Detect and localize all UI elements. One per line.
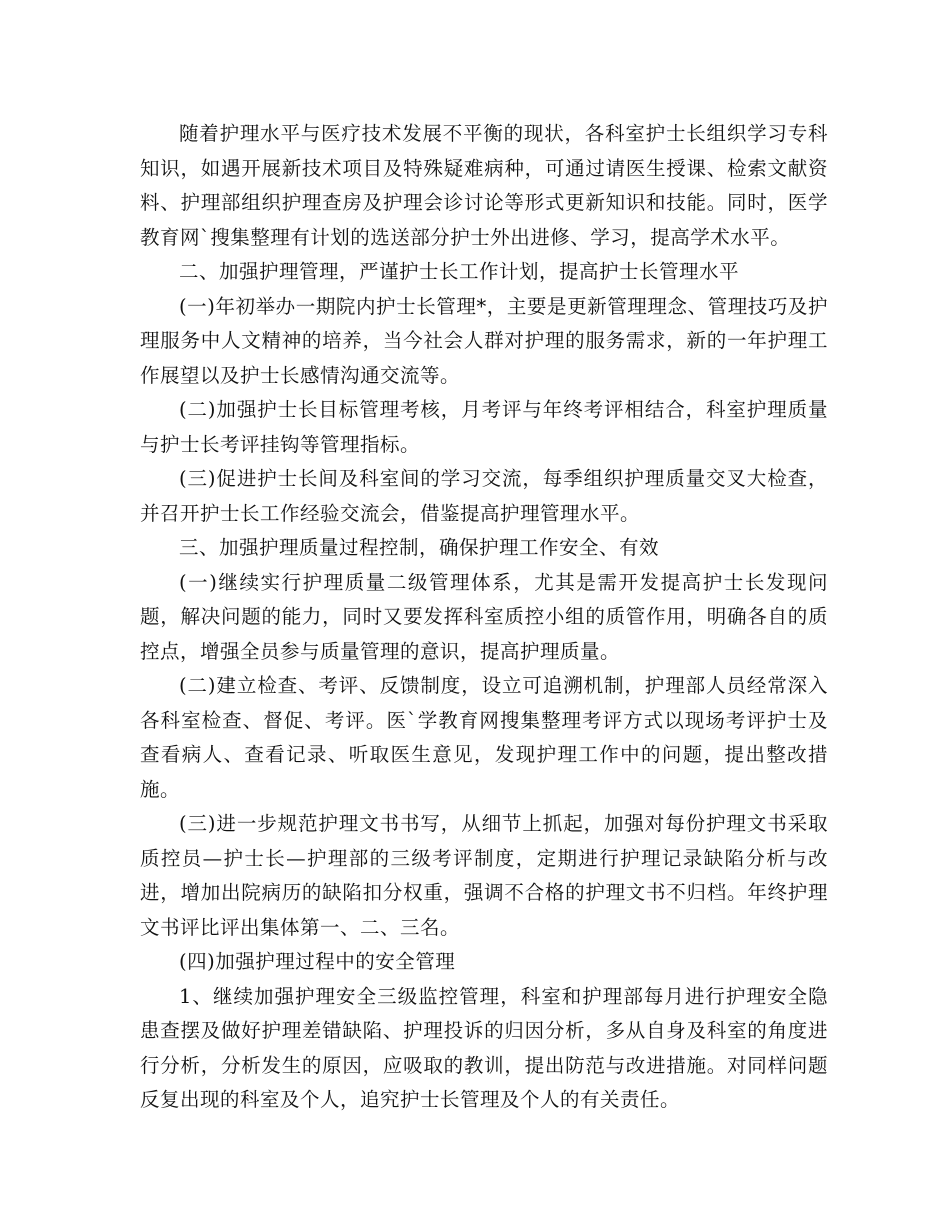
heading-section-3: 三、加强护理质量过程控制，确保护理工作安全、有效 [179, 536, 660, 559]
heading-subsection-4: (四)加强护理过程中的安全管理 [179, 950, 456, 973]
paragraph-2-3: (三)促进护士长间及科室间的学习交流，每季组织护理质量交叉大检查，并召开护士长工作经验交流会，借鉴提高护理管理水平。 [140, 467, 828, 525]
paragraph-3-2: (二)建立检查、考评、反馈制度，设立可追溯机制，护理部人员经常深入各科室检查、督促、考评。医`学教育网搜集整理考评方式以现场考评护士及查看病人、查看记录、听取医生意见，发现护理工作中的问题，提出整改措施。 [140, 674, 828, 801]
paragraph-2-2: (二)加强护士长目标管理考核，月考评与年终考评相结合，科室护理质量与护士长考评挂钩等管理指标。 [140, 398, 828, 456]
paragraph-4-1: 1、继续加强护理安全三级监控管理，科室和护理部每月进行护理安全隐患查摆及做好护理差错缺陷、护理投诉的归因分析，多从自身及科室的角度进行分析，分析发生的原因，应吸取的教训，提出防范与改进措施。对同样问题反复出现的科室及个人，追究护士长管理及个人的有关责任。 [140, 984, 828, 1111]
heading-section-2: 二、加强护理管理，严谨护士长工作计划，提高护士长管理水平 [179, 260, 740, 283]
paragraph-2-1: (一)年初举办一期院内护士长管理*，主要是更新管理理念、管理技巧及护理服务中人文精神的培养，当今社会人群对护理的服务需求，新的一年护理工作展望以及护士长感情沟通交流等。 [140, 294, 828, 387]
paragraph-study: 随着护理水平与医疗技术发展不平衡的现状，各科室护士长组织学习专科知识，如遇开展新技术项目及特殊疑难病种，可通过请医生授课、检索文献资料、护理部组织护理查房及护理会诊讨论等形式更新知识和技能。同时，医学教育网`搜集整理有计划的选送部分护士外出进修、学习，提高学术水平。 [140, 122, 828, 249]
paragraph-3-1: (一)继续实行护理质量二级管理体系，尤其是需开发提高护士长发现问题，解决问题的能力，同时又要发挥科室质控小组的质管作用，明确各自的质控点，增强全员参与质量管理的意识，提高护理质量。 [140, 570, 828, 663]
document-body [140, 117, 828, 1118]
paragraph-3-3: (三)进一步规范护理文书书写，从细节上抓起，加强对每份护理文书采取质控员—护士长—护理部的三级考评制度，定期进行护理记录缺陷分析与改进，增加出院病历的缺陷扣分权重，强调不合格的护理文书不归档。年终护理文书评比评出集体第一、二、三名。 [140, 812, 828, 939]
